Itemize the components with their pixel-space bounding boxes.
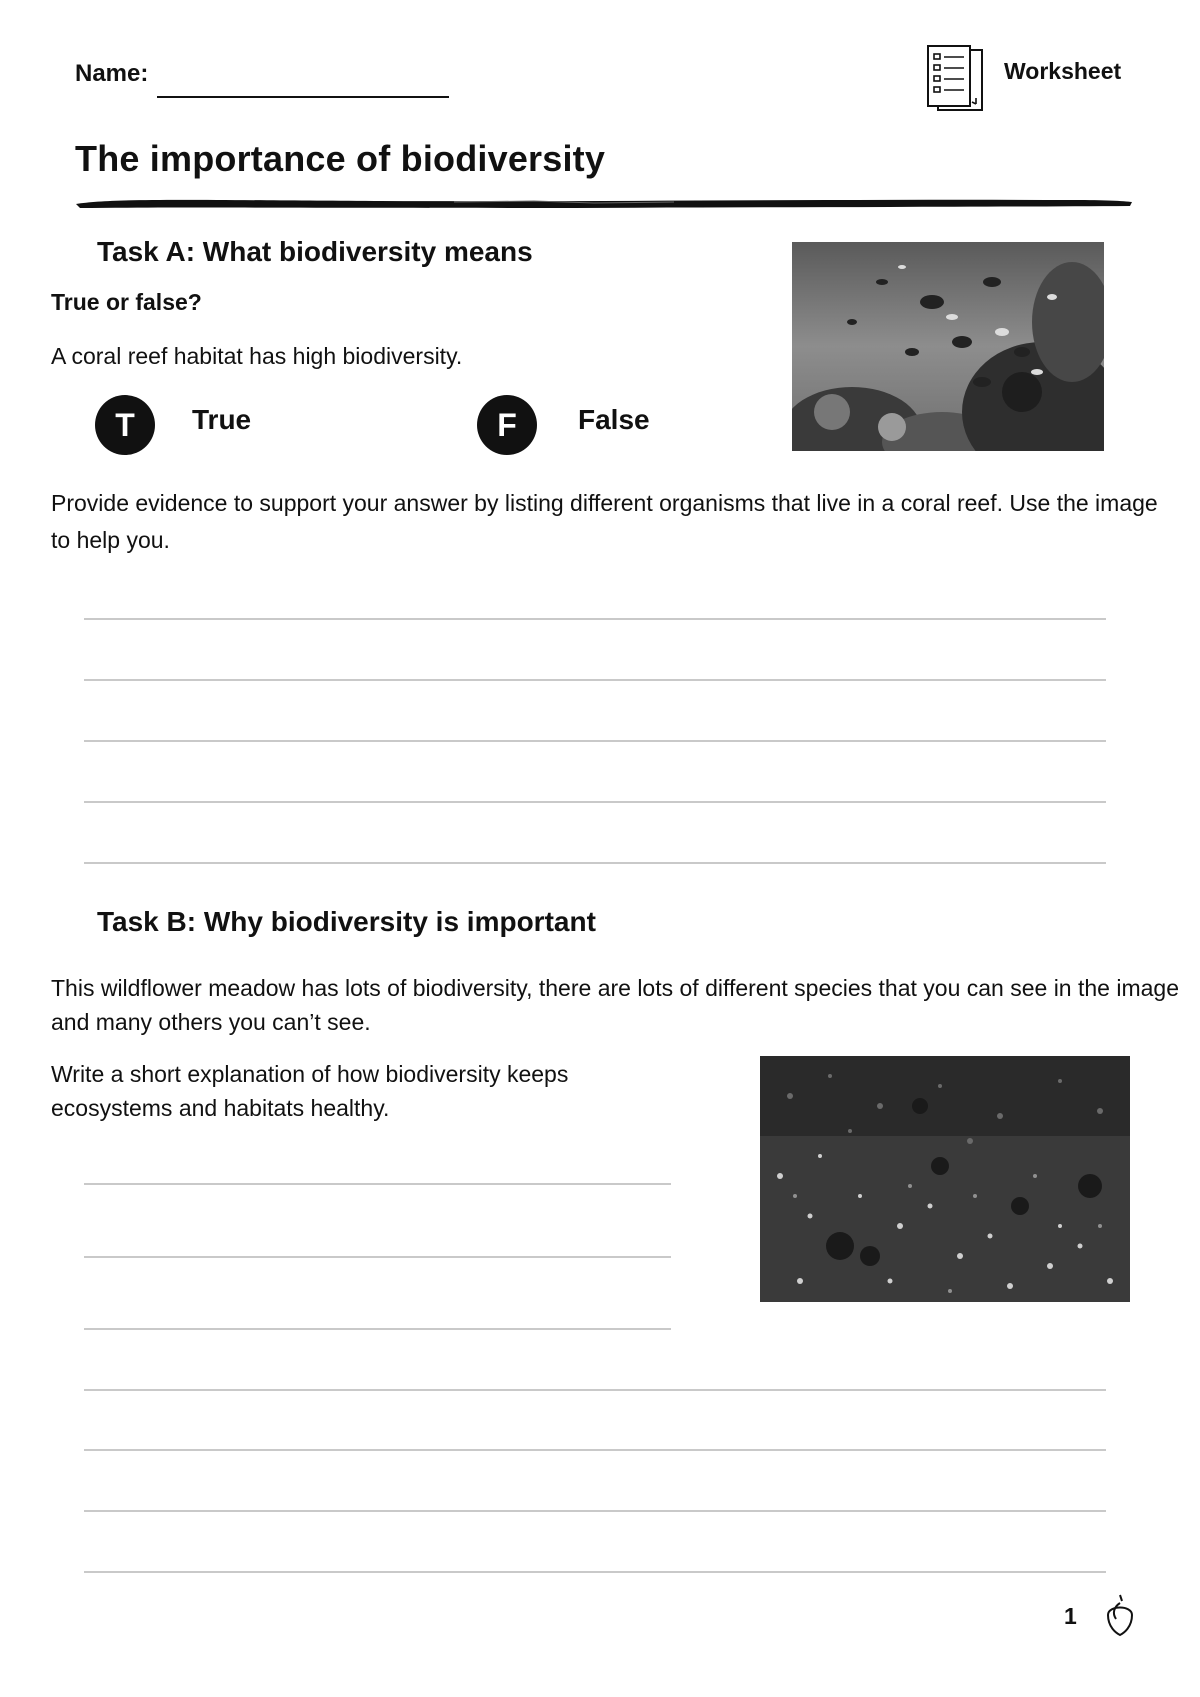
page-number: 1 <box>1064 1603 1077 1629</box>
acorn-logo-icon <box>1102 1593 1138 1637</box>
true-option-circle[interactable]: T <box>95 395 155 455</box>
true-option-label[interactable]: True <box>192 404 252 435</box>
answer-line[interactable] <box>84 1571 1106 1573</box>
coral-reef-photo <box>792 242 1104 451</box>
false-option-circle[interactable]: F <box>477 395 537 455</box>
worksheet-icon <box>924 40 990 112</box>
explanation-prompt: Write a short explanation of how biodiversity keeps ecosystems and habitats healthy. <box>51 1061 569 1121</box>
evidence-prompt: Provide evidence to support your answer by listing different organisms that live in a coral reef. Use the image to help you. <box>51 490 1158 553</box>
question-type: True or false? <box>51 289 202 315</box>
answer-line[interactable] <box>84 862 1106 864</box>
answer-line[interactable] <box>84 1256 671 1258</box>
meadow-description: This wildflower meadow has lots of biodiversity, there are lots of different species that you can see in the image and many others you can’t see. <box>51 975 1179 1035</box>
answer-line[interactable] <box>84 1449 1106 1451</box>
name-label: Name: <box>75 60 149 87</box>
answer-line[interactable] <box>84 1183 671 1185</box>
task-a-heading: Task A: What biodiversity means <box>97 236 533 267</box>
title-underline <box>74 196 1134 210</box>
task-b-heading: Task B: Why biodiversity is important <box>97 906 596 937</box>
answer-line[interactable] <box>84 1389 1106 1391</box>
answer-line[interactable] <box>84 618 1106 620</box>
answer-line[interactable] <box>84 801 1106 803</box>
false-option-label[interactable]: False <box>578 404 650 435</box>
name-field[interactable] <box>157 96 449 98</box>
answer-line[interactable] <box>84 679 1106 681</box>
statement-text: A coral reef habitat has high biodiversity. <box>51 343 463 369</box>
answer-line[interactable] <box>84 1328 671 1330</box>
answer-line[interactable] <box>84 740 1106 742</box>
wildflower-meadow-photo <box>760 1056 1130 1302</box>
page-title: The importance of biodiversity <box>75 138 606 179</box>
worksheet-label: Worksheet <box>1004 58 1122 84</box>
answer-line[interactable] <box>84 1510 1106 1512</box>
